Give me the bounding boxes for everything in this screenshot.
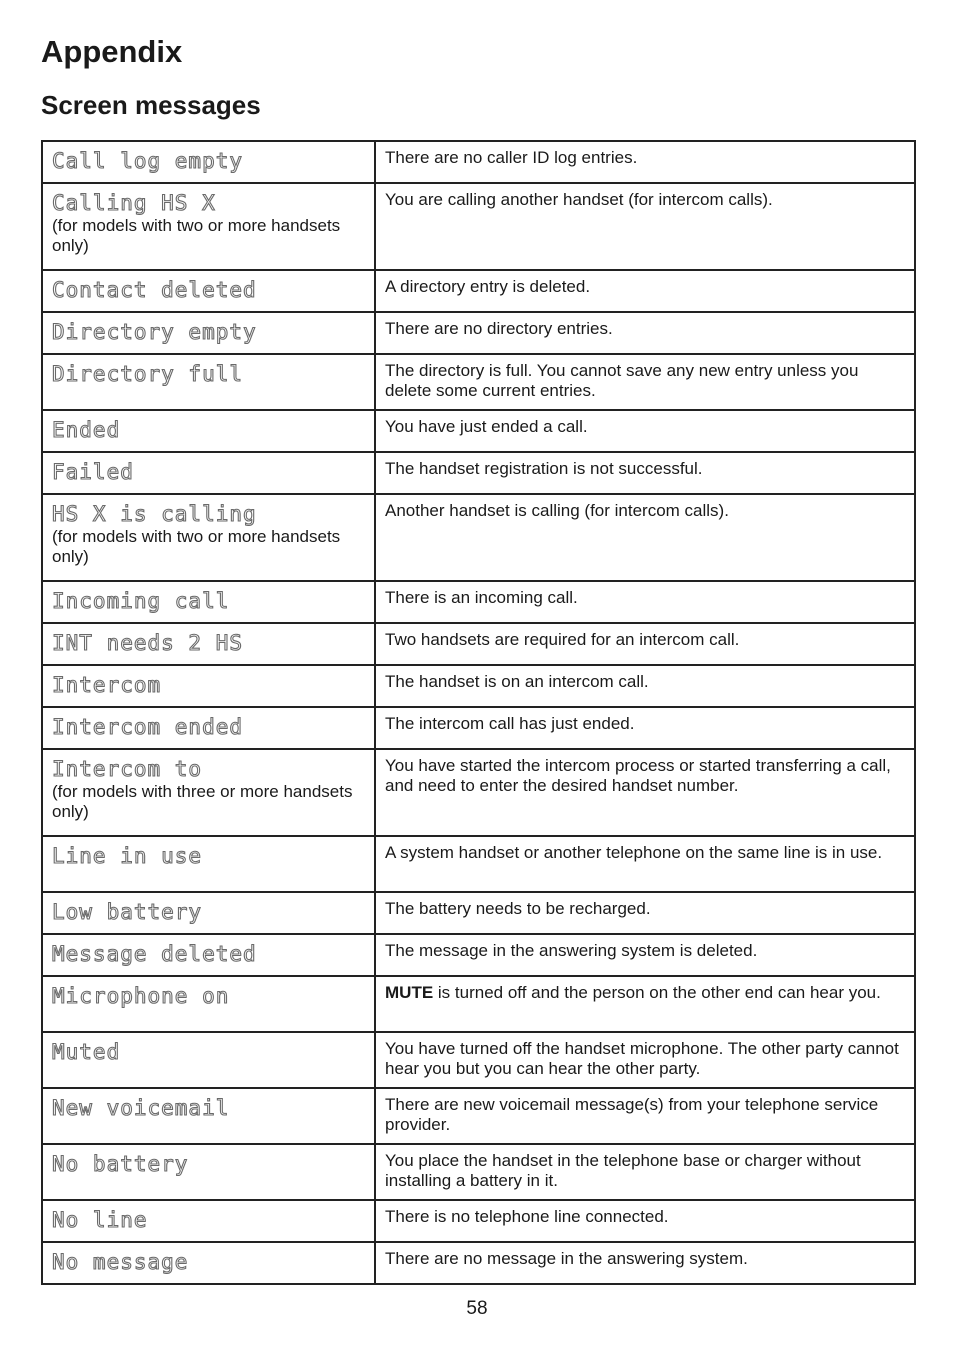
mute-key-label: MUTE xyxy=(385,983,434,1002)
message-description-text: There is no telephone line connected. xyxy=(385,1207,669,1226)
screen-message-cell xyxy=(42,141,375,183)
message-description xyxy=(385,501,905,521)
message-description-cell xyxy=(375,581,915,623)
message-description xyxy=(385,983,905,1003)
screen-message-cell xyxy=(42,452,375,494)
message-description-text: You place the handset in the telephone base or charger without installing a battery in it. xyxy=(385,1151,861,1190)
model-note: (for models with two or more handsets only) xyxy=(52,216,341,255)
screen-message-text: Call log empty xyxy=(52,149,244,173)
table-row xyxy=(42,1032,915,1088)
message-description xyxy=(385,1151,905,1191)
message-description-cell xyxy=(375,1088,915,1144)
table-row xyxy=(42,934,915,976)
screen-message-cell xyxy=(42,1032,375,1088)
message-description-text: Two handsets are required for an intercom call. xyxy=(385,630,740,649)
section-title: Screen messages xyxy=(41,90,261,120)
table-row xyxy=(42,623,915,665)
screen-message-text: HS X is calling xyxy=(52,502,257,526)
message-description xyxy=(385,277,905,297)
table-row xyxy=(42,581,915,623)
message-description xyxy=(385,1095,905,1135)
message-description-cell xyxy=(375,410,915,452)
message-description-cell xyxy=(375,665,915,707)
screen-message-cell xyxy=(42,581,375,623)
message-description-text: The intercom call has just ended. xyxy=(385,714,635,733)
message-description-cell xyxy=(375,836,915,892)
screen-message-cell xyxy=(42,1200,375,1242)
screen-message-text: INT needs 2 HS xyxy=(52,631,244,655)
table-row xyxy=(42,270,915,312)
table-row xyxy=(42,494,915,581)
message-description xyxy=(385,1249,905,1269)
message-description-text: The battery needs to be recharged. xyxy=(385,899,651,918)
message-description xyxy=(385,319,905,339)
screen-message-cell xyxy=(42,892,375,934)
screen-message-cell xyxy=(42,1242,375,1284)
screen-message-text: No line xyxy=(52,1208,148,1232)
message-description-cell xyxy=(375,183,915,270)
screen-message-cell xyxy=(42,665,375,707)
message-description-cell xyxy=(375,494,915,581)
message-description xyxy=(385,899,905,919)
table-row xyxy=(42,452,915,494)
message-description-cell xyxy=(375,452,915,494)
table-row xyxy=(42,141,915,183)
page-title: Appendix xyxy=(41,34,183,69)
screen-message-cell xyxy=(42,183,375,270)
model-note: (for models with two or more handsets only) xyxy=(52,527,341,566)
screen-message-text: Intercom ended xyxy=(52,715,244,739)
message-description-text: You have turned off the handset microphone. The other party cannot hear you but you can hear the other party. xyxy=(385,1039,899,1078)
message-description-cell xyxy=(375,1144,915,1200)
screen-message-text: Contact deleted xyxy=(52,278,257,302)
screen-message-cell xyxy=(42,749,375,836)
screen-message-text: Intercom xyxy=(52,673,162,697)
message-description-text: Another handset is calling (for intercom calls). xyxy=(385,501,729,520)
message-description xyxy=(385,588,905,608)
message-description-text: The handset registration is not successful. xyxy=(385,459,703,478)
message-description-cell xyxy=(375,623,915,665)
message-description-cell xyxy=(375,976,915,1032)
page-number: 58 xyxy=(466,1298,488,1319)
table-row xyxy=(42,976,915,1032)
screen-message-text: New voicemail xyxy=(52,1096,230,1120)
message-description-text: The handset is on an intercom call. xyxy=(385,672,649,691)
message-description xyxy=(385,941,905,961)
screen-message-cell xyxy=(42,934,375,976)
table-row xyxy=(42,1242,915,1284)
table-row xyxy=(42,410,915,452)
table-row xyxy=(42,354,915,410)
message-description-text: A directory entry is deleted. xyxy=(385,277,591,296)
message-description-cell xyxy=(375,707,915,749)
screen-message-cell xyxy=(42,623,375,665)
screen-message-text: Muted xyxy=(52,1040,121,1064)
message-description-text: You have just ended a call. xyxy=(385,417,588,436)
message-description-cell xyxy=(375,141,915,183)
message-description-cell xyxy=(375,354,915,410)
screen-message-cell xyxy=(42,312,375,354)
screen-message-text: Incoming call xyxy=(52,589,230,613)
table-row xyxy=(42,836,915,892)
message-description-text: You are calling another handset (for intercom calls). xyxy=(385,190,773,209)
screen-message-text: Line in use xyxy=(52,844,203,868)
model-note: (for models with three or more handsets only) xyxy=(52,782,353,821)
message-description xyxy=(385,190,905,210)
screen-message-cell xyxy=(42,976,375,1032)
screen-message-cell xyxy=(42,494,375,581)
screen-message-text: Microphone on xyxy=(52,984,230,1008)
screen-messages-table-body xyxy=(42,141,915,1284)
table-row xyxy=(42,665,915,707)
screen-message-text: Calling HS X xyxy=(52,191,216,215)
screen-messages-table xyxy=(41,140,916,1285)
message-description xyxy=(385,148,905,168)
message-description xyxy=(385,756,905,796)
table-row xyxy=(42,707,915,749)
table-row xyxy=(42,1088,915,1144)
screen-message-text: Directory empty xyxy=(52,320,257,344)
message-description xyxy=(385,459,905,479)
message-description xyxy=(385,1207,905,1227)
message-description xyxy=(385,630,905,650)
message-description-cell xyxy=(375,312,915,354)
message-description xyxy=(385,361,905,401)
table-row xyxy=(42,312,915,354)
table-row xyxy=(42,1144,915,1200)
screen-message-cell xyxy=(42,836,375,892)
screen-message-text: Failed xyxy=(52,460,134,484)
message-description-cell xyxy=(375,1200,915,1242)
table-row xyxy=(42,1200,915,1242)
message-description-text: is turned off and the person on the other end can hear you. xyxy=(433,983,881,1002)
message-description xyxy=(385,672,905,692)
screen-message-cell xyxy=(42,1088,375,1144)
message-description-cell xyxy=(375,1032,915,1088)
message-description-cell xyxy=(375,1242,915,1284)
message-description xyxy=(385,714,905,734)
table-row xyxy=(42,892,915,934)
message-description-text: There are new voicemail message(s) from your telephone service provider. xyxy=(385,1095,879,1134)
message-description-text: There are no directory entries. xyxy=(385,319,613,338)
message-description-text: The directory is full. You cannot save any new entry unless you delete some current entries. xyxy=(385,361,859,400)
screen-message-text: No message xyxy=(52,1250,189,1274)
message-description-text: There are no caller ID log entries. xyxy=(385,148,638,167)
message-description-cell xyxy=(375,749,915,836)
message-description-text: There is an incoming call. xyxy=(385,588,578,607)
screen-message-text: Low battery xyxy=(52,900,203,924)
table-row xyxy=(42,749,915,836)
message-description xyxy=(385,843,905,863)
screen-message-text: No battery xyxy=(52,1152,189,1176)
screen-message-cell xyxy=(42,707,375,749)
message-description-cell xyxy=(375,270,915,312)
message-description-text: A system handset or another telephone on the same line is in use. xyxy=(385,843,883,862)
message-description-cell xyxy=(375,892,915,934)
message-description-cell xyxy=(375,934,915,976)
screen-message-text: Message deleted xyxy=(52,942,257,966)
message-description xyxy=(385,417,905,437)
screen-message-cell xyxy=(42,354,375,410)
screen-message-text: Ended xyxy=(52,418,121,442)
message-description xyxy=(385,1039,905,1079)
screen-message-text: Directory full xyxy=(52,362,244,386)
screen-message-text: Intercom to xyxy=(52,757,203,781)
screen-message-cell xyxy=(42,270,375,312)
message-description-text: You have started the intercom process or started transferring a call, and need to enter the desired handset number. xyxy=(385,756,891,795)
table-row xyxy=(42,183,915,270)
message-description-text: There are no message in the answering system. xyxy=(385,1249,748,1268)
screen-message-cell xyxy=(42,1144,375,1200)
screen-message-cell xyxy=(42,410,375,452)
message-description-text: The message in the answering system is deleted. xyxy=(385,941,758,960)
